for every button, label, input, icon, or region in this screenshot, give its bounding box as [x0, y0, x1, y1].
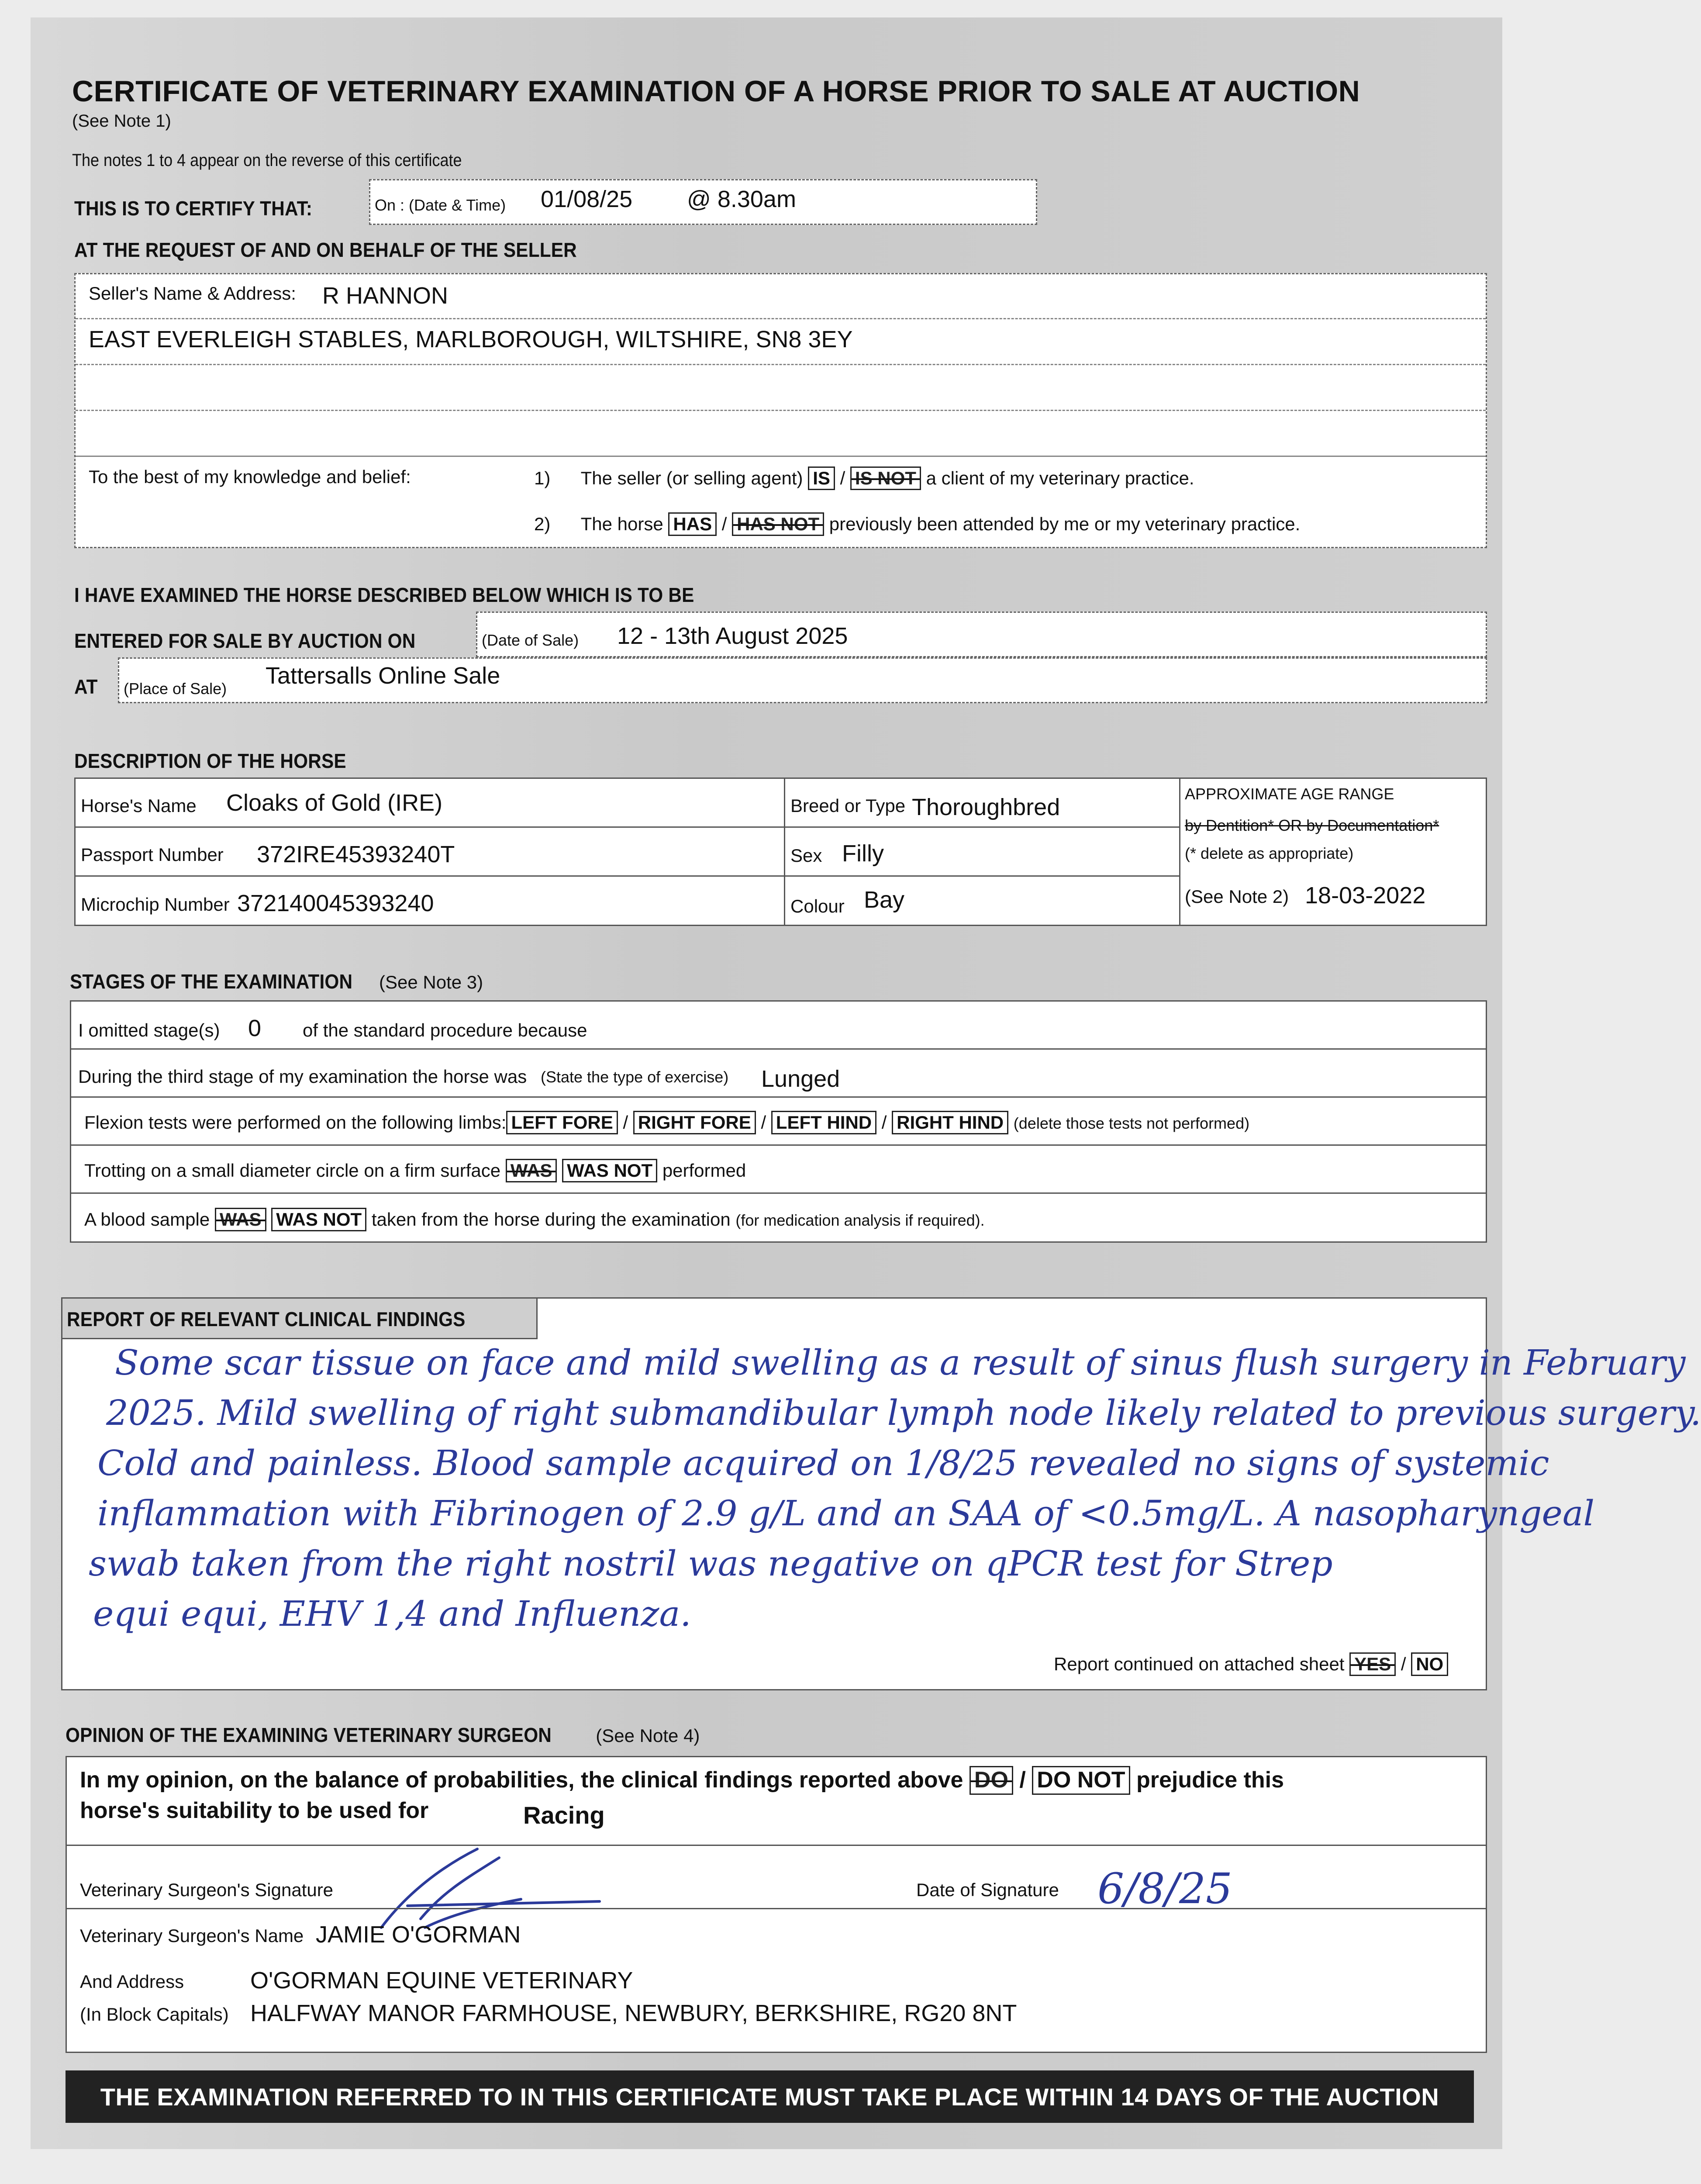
continued-label: Report continued on attached sheet [1054, 1654, 1345, 1674]
slash: / [881, 1112, 887, 1133]
trotting-row [71, 1146, 1486, 1194]
footer-banner: THE EXAMINATION REFERRED TO IN THIS CERTIFICATE MUST TAKE PLACE WITHIN 14 DAYS OF THE AUCTION [66, 2070, 1474, 2123]
report-line-4: inflammation with Fibrinogen of 2.9 g/L and an SAA of <0.5mg/L. A nasopharyngeal [97, 1493, 1595, 1534]
exam-date: 01/08/25 [541, 186, 633, 212]
certificate-title: CERTIFICATE OF VETERINARY EXAMINATION OF A HORSE PRIOR TO SALE AT AUCTION [72, 75, 1360, 108]
see-note-1: (See Note 1) [72, 111, 171, 131]
passport-cell [76, 828, 785, 877]
flexion-label: Flexion tests were performed on the following limbs: [84, 1112, 507, 1133]
stages-label: STAGES OF THE EXAMINATION [70, 970, 353, 993]
age-cell [1180, 779, 1486, 925]
limb-right-fore: RIGHT FORE [633, 1111, 756, 1134]
slash: / [1401, 1654, 1406, 1674]
microchip-label: Microchip Number [81, 894, 230, 915]
surgeon-name: JAMIE O'GORMAN [316, 1921, 521, 1948]
passport-label: Passport Number [81, 844, 224, 865]
report-box [61, 1297, 1701, 1690]
seller-line-4 [76, 456, 1486, 457]
certify-label: THIS IS TO CERTIFY THAT: [74, 197, 313, 220]
sale-place: Tattersalls Online Sale [266, 663, 500, 689]
blood-was-not: WAS NOT [271, 1208, 366, 1231]
has-option: HAS [668, 512, 717, 536]
item1-number: 1) [534, 468, 551, 488]
limb-left-hind: LEFT HIND [771, 1111, 876, 1134]
trotting-statement [84, 1159, 746, 1182]
omitted-value: 0 [248, 1015, 262, 1041]
opinion-text: In my opinion, on the balance of probabilities, the clinical findings reported above [80, 1767, 963, 1793]
stages-table [70, 1000, 1487, 1243]
date-of-sale-label: (Date of Sale) [482, 631, 579, 649]
continued-no: NO [1411, 1652, 1448, 1676]
opinion-post: prejudice this [1136, 1767, 1284, 1793]
sex-cell [785, 828, 1180, 877]
opinion-header [66, 1723, 700, 1747]
horse-name-cell [76, 779, 785, 828]
date-of-signature-label: Date of Signature [916, 1880, 1059, 1900]
report-line-5: swab taken from the right nostril was negative on qPCR test for Strep [89, 1543, 1333, 1584]
see-note-3: (See Note 3) [379, 972, 483, 992]
breed-value: Thoroughbred [912, 794, 1060, 820]
omitted-label: I omitted stage(s) [78, 1020, 220, 1040]
report-line-1: Some scar tissue on face and mild swelling as a result of sinus flush surgery in February [115, 1342, 1686, 1383]
seller-client-statement [534, 467, 1194, 490]
omitted-row [71, 1002, 1486, 1050]
third-stage-hint: (State the type of exercise) [541, 1068, 729, 1086]
horse-name: Cloaks of Gold (IRE) [226, 790, 443, 816]
sex-value: Filly [842, 840, 884, 867]
item1-text: The seller (or selling agent) [580, 468, 803, 488]
surgeon-address-1: O'GORMAN EQUINE VETERINARY [250, 1967, 633, 1994]
trotting-post: performed [662, 1160, 746, 1181]
is-option: IS [808, 467, 835, 490]
date-time-field [369, 179, 1037, 225]
blood-statement [84, 1208, 985, 1231]
flexion-row [71, 1098, 1486, 1146]
horse-attended-statement [534, 512, 1300, 536]
opinion-statement [80, 1766, 1284, 1795]
horse-name-label: Horse's Name [81, 795, 197, 816]
blood-was-struck: WAS [215, 1208, 266, 1231]
limb-right-hind: RIGHT HIND [892, 1111, 1008, 1134]
see-note-2: (See Note 2) [1185, 886, 1289, 907]
use-value: Racing [523, 1801, 605, 1829]
microchip-cell [76, 877, 785, 925]
continued-yes-struck: YES [1349, 1652, 1396, 1676]
exercise-value: Lunged [761, 1066, 840, 1092]
age-method: by Dentition* OR by Documentation* [1185, 816, 1439, 834]
sale-place-field [118, 657, 1487, 703]
is-not-option-struck: IS NOT [850, 467, 921, 490]
item2-text: The horse [580, 514, 663, 534]
surgeon-address-2: HALFWAY MANOR FARMHOUSE, NEWBURY, BERKSHIRE, RG20 8NT [250, 2000, 1017, 2026]
at-label: AT [74, 675, 98, 698]
examined-label: I HAVE EXAMINED THE HORSE DESCRIBED BELOW WHICH IS TO BE [74, 584, 694, 606]
third-stage-row [71, 1050, 1486, 1098]
flexion-hint: (delete those tests not performed) [1013, 1114, 1250, 1132]
seller-address: EAST EVERLEIGH STABLES, MARLBOROUGH, WILTSHIRE, SN8 3EY [89, 326, 853, 352]
signature-divider [67, 1908, 1486, 1909]
seller-box [74, 273, 1487, 548]
suitability-label: horse's suitability to be used for [80, 1798, 429, 1823]
slash: / [623, 1112, 628, 1133]
has-not-option-struck: HAS NOT [732, 512, 824, 536]
omitted-reason-label: of the standard procedure because [303, 1020, 587, 1040]
colour-cell [785, 877, 1180, 925]
trotting-label: Trotting on a small diameter circle on a firm surface [84, 1160, 501, 1181]
colour-label: Colour [790, 896, 845, 916]
surgeon-name-label: Veterinary Surgeon's Name [80, 1925, 304, 1946]
slash: / [761, 1112, 766, 1133]
signature-label: Veterinary Surgeon's Signature [80, 1880, 334, 1900]
age-range-label: APPROXIMATE AGE RANGE [1185, 785, 1394, 803]
report-header-cell [62, 1299, 538, 1339]
limb-left-fore: LEFT FORE [506, 1111, 618, 1134]
entered-for-sale-label: ENTERED FOR SALE BY AUCTION ON [74, 629, 416, 652]
sale-date-field [476, 612, 1487, 657]
seller-name: R HANNON [322, 283, 449, 309]
notes-line: The notes 1 to 4 appear on the reverse of this certificate [72, 151, 462, 170]
request-label: AT THE REQUEST OF AND ON BEHALF OF THE SELLER [74, 238, 577, 261]
item2-number: 2) [534, 514, 551, 534]
colour-value: Bay [864, 887, 905, 913]
seller-line-3 [76, 410, 1486, 411]
blood-hint: (for medication analysis if required). [735, 1211, 985, 1229]
report-section-label: REPORT OF RELEVANT CLINICAL FINDINGS [67, 1308, 466, 1330]
knowledge-label: To the best of my knowledge and belief: [89, 467, 411, 487]
seller-line-2 [76, 364, 1486, 365]
place-of-sale-label: (Place of Sale) [124, 680, 227, 698]
age-delete-hint: (* delete as appropriate) [1185, 844, 1354, 862]
breed-label: Breed or Type [790, 795, 906, 816]
item2-post: previously been attended by me or my veterinary practice. [829, 514, 1301, 534]
exam-time: @ 8.30am [687, 186, 796, 212]
breed-cell [785, 779, 1180, 828]
see-note-4: (See Note 4) [596, 1725, 700, 1746]
slash: / [840, 468, 845, 488]
sale-date: 12 - 13th August 2025 [617, 623, 848, 649]
do-option-struck: DO [970, 1766, 1013, 1795]
item1-post: a client of my veterinary practice. [926, 468, 1194, 488]
on-date-time-label: On : (Date & Time) [375, 196, 506, 214]
report-line-3: Cold and painless. Blood sample acquired on 1/8/25 revealed no signs of systemic [97, 1443, 1549, 1483]
trot-was-not: WAS NOT [562, 1159, 657, 1182]
opinion-label: OPINION OF THE EXAMINING VETERINARY SURGEON [66, 1724, 552, 1746]
slash: / [721, 514, 727, 534]
opinion-divider [67, 1845, 1486, 1846]
horse-table [74, 778, 1487, 926]
signature-date: 6/8/25 [1097, 1864, 1232, 1913]
trot-was-struck: WAS [506, 1159, 557, 1182]
microchip-number: 372140045393240 [237, 890, 434, 916]
do-not-option: DO NOT [1032, 1766, 1130, 1795]
opinion-box [66, 1756, 1487, 2053]
flexion-statement [84, 1111, 1249, 1134]
address-label: And Address [80, 1971, 184, 1992]
horse-section-label: DESCRIPTION OF THE HORSE [74, 750, 346, 772]
blood-post: taken from the horse during the examination [371, 1209, 731, 1230]
slash: / [1019, 1767, 1026, 1793]
blood-label: A blood sample [84, 1209, 210, 1230]
report-line-2: 2025. Mild swelling of right submandibular lymph node likely related to previous surgery. [106, 1393, 1701, 1433]
passport-number: 372IRE45393240T [257, 841, 455, 867]
blood-row [71, 1194, 1486, 1241]
seller-label: Seller's Name & Address: [89, 283, 296, 304]
stages-header [70, 970, 483, 993]
report-line-6: equi equi, EHV 1,4 and Influenza. [93, 1593, 691, 1634]
sex-label: Sex [790, 845, 822, 866]
age-value: 18-03-2022 [1305, 882, 1426, 909]
report-continued [1054, 1652, 1448, 1676]
seller-line-1 [76, 318, 1486, 319]
third-stage-label: During the third stage of my examination the horse was [78, 1066, 527, 1087]
block-capitals-label: (In Block Capitals) [80, 2004, 229, 2025]
